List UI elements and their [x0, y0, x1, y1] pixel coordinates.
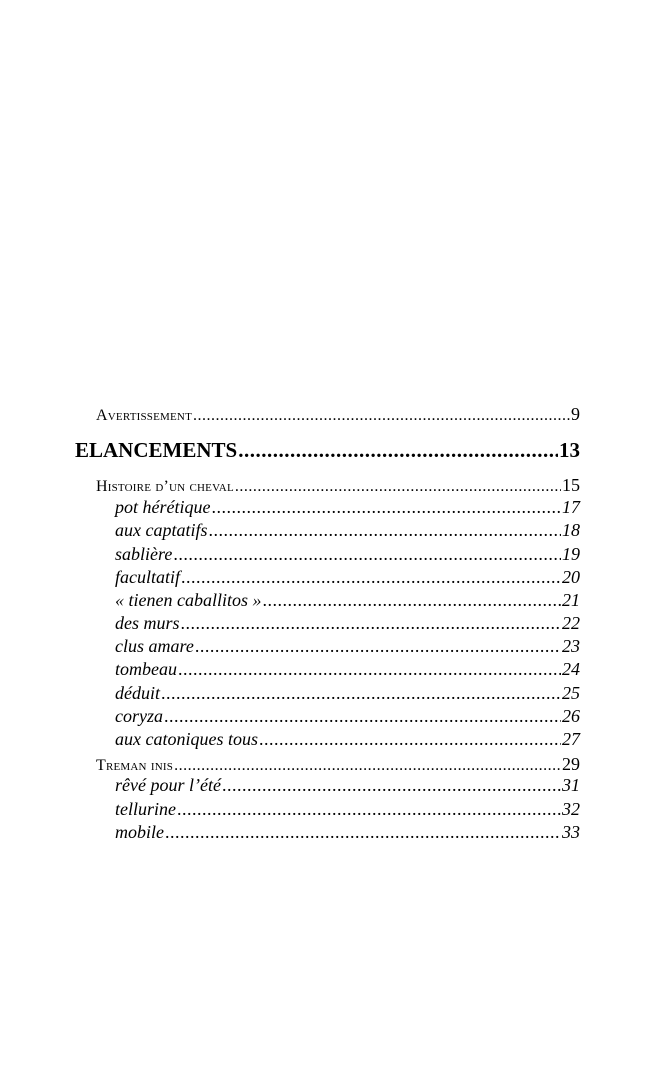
toc-entry-page: 21 [562, 590, 580, 610]
dot-leader [173, 544, 561, 565]
toc-entry-label: ELANCEMENTS [75, 438, 238, 462]
toc-entry-reve-pour-lete[interactable] [115, 775, 580, 796]
toc-entry-coryza[interactable] [115, 706, 580, 727]
toc-entry-avertissement[interactable] [96, 404, 580, 425]
toc-entry-label: déduit [115, 683, 160, 703]
toc-entry-mobile[interactable] [115, 822, 580, 843]
toc-entry-label: « tienen caballitos » [115, 590, 262, 610]
toc-entry-page: 27 [562, 729, 580, 749]
toc-entry-page: 22 [562, 613, 580, 633]
toc-entry-label: Histoire d’un cheval [96, 478, 234, 495]
dot-leader [238, 438, 558, 463]
toc-entry-label: facultatif [115, 567, 180, 587]
toc-entry-page: 25 [562, 683, 580, 703]
dot-leader [161, 683, 561, 704]
dot-leader [181, 567, 561, 588]
toc-entry-pot-heretique[interactable] [115, 497, 580, 518]
toc-entry-page: 26 [562, 706, 580, 726]
toc-entry-label: rêvé pour l’été [115, 775, 221, 795]
dot-leader [211, 497, 561, 518]
toc-entry-page: 33 [562, 822, 580, 842]
dot-leader [259, 729, 561, 750]
toc-entry-deduit[interactable] [115, 683, 580, 704]
toc-entry-page: 9 [571, 404, 580, 424]
toc-entry-histoire-dun-cheval[interactable] [96, 475, 580, 496]
dot-leader [181, 613, 561, 634]
toc-entry-page: 32 [562, 799, 580, 819]
toc-entry-des-murs[interactable] [115, 613, 580, 634]
dot-leader [174, 757, 561, 775]
toc-entry-label: des murs [115, 613, 180, 633]
dot-leader [209, 520, 562, 541]
toc-entry-page: 13 [559, 438, 580, 462]
toc-entry-page: 15 [562, 475, 580, 495]
toc-entry-page: 17 [562, 497, 580, 517]
toc-entry-label: mobile [115, 822, 164, 842]
toc-entry-page: 31 [562, 775, 580, 795]
toc-entry-tombeau[interactable] [115, 659, 580, 680]
dot-leader [235, 478, 561, 496]
dot-leader [222, 775, 561, 796]
dot-leader [164, 706, 561, 727]
toc-entry-label: aux catoniques tous [115, 729, 258, 749]
toc-entry-aux-captatifs[interactable] [115, 520, 580, 541]
toc-entry-label: clus amare [115, 636, 194, 656]
toc-entry-aux-catoniques-tous[interactable] [115, 729, 580, 750]
toc-entry-label: coryza [115, 706, 163, 726]
toc-entry-elancements[interactable] [75, 438, 580, 463]
toc-entry-tellurine[interactable] [115, 799, 580, 820]
toc-entry-label: pot hérétique [115, 497, 211, 517]
toc-entry-facultatif[interactable] [115, 567, 580, 588]
toc-entry-label: Avertissement [96, 407, 192, 424]
toc-entry-page: 24 [562, 659, 580, 679]
dot-leader [195, 636, 561, 657]
toc-entry-label: sablière [115, 544, 173, 564]
toc-entry-page: 19 [562, 544, 580, 564]
toc-entry-clus-amare[interactable] [115, 636, 580, 657]
toc-entry-page: 29 [562, 754, 580, 774]
toc-entry-label: Treman inis [96, 757, 174, 774]
dot-leader [262, 590, 561, 611]
toc-entry-label: tellurine [115, 799, 176, 819]
toc-entry-page: 20 [562, 567, 580, 587]
toc-entry-tienen-caballitos[interactable] [115, 590, 580, 611]
toc-entry-page: 18 [562, 520, 580, 540]
dot-leader [177, 799, 561, 820]
dot-leader [178, 659, 561, 680]
toc-entry-sabliere[interactable] [115, 544, 580, 565]
dot-leader [165, 822, 561, 843]
toc-entry-page: 23 [562, 636, 580, 656]
dot-leader [193, 407, 570, 425]
toc-entry-label: tombeau [115, 659, 177, 679]
toc-entry-treman-inis[interactable] [96, 754, 580, 775]
toc-entry-label: aux captatifs [115, 520, 208, 540]
